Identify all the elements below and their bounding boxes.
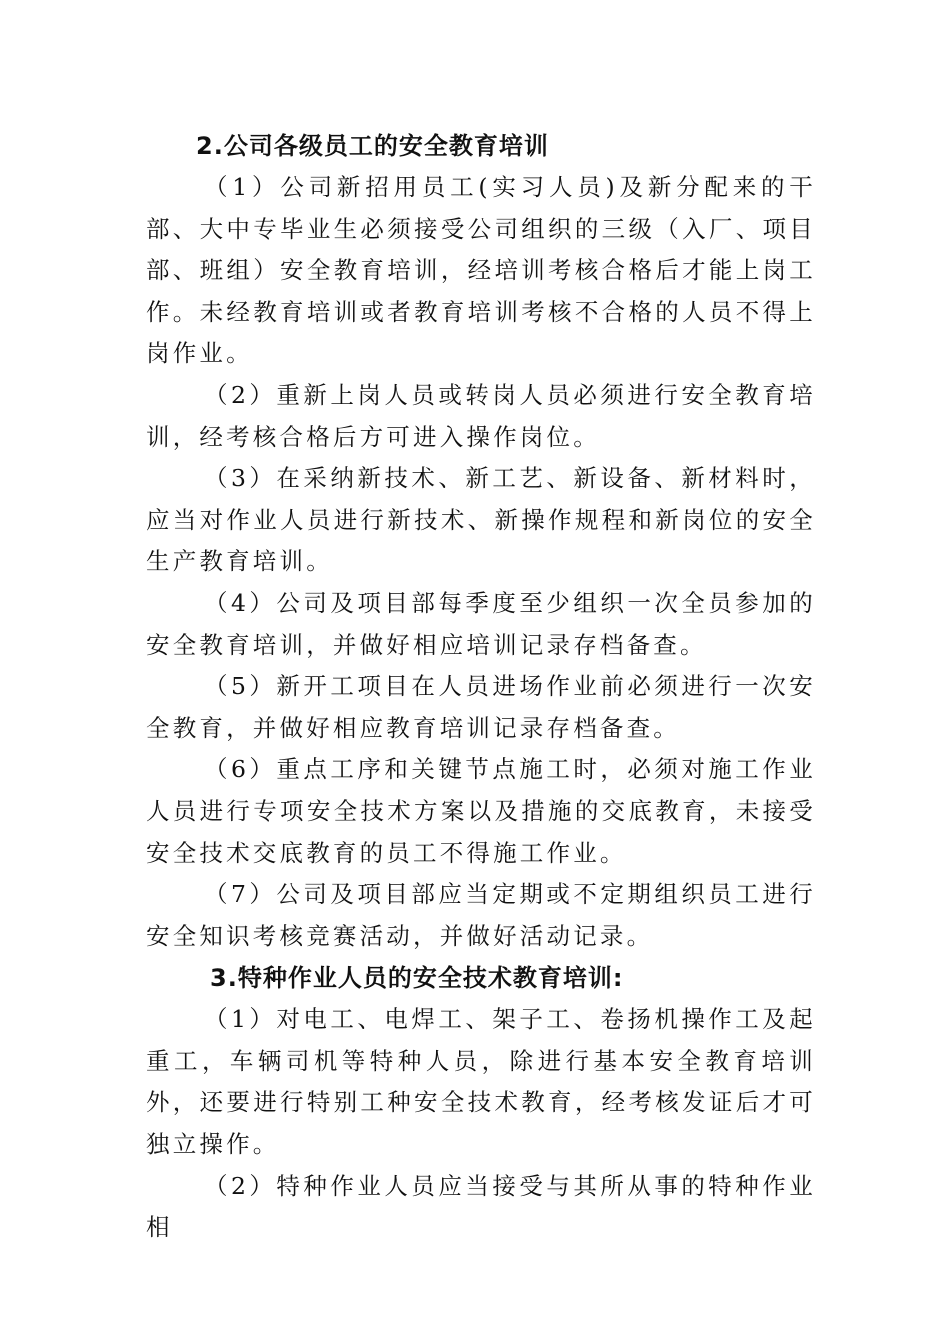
section-2-paragraph-1: （1）公司新招用员工(实习人员)及新分配来的干部、大中专毕业生必须接受公司组织的三级（入厂、项目部、班组）安全教育培训，经培训考核合格后才能上岗工作。未经教育培训或者教育培训考核不合格的人员不得上岗作业。 — [146, 173, 816, 368]
section-2-heading: 2.公司各级员工的安全教育培训 — [196, 132, 549, 160]
section-3-paragraph-2: （2）特种作业人员应当接受与其所从事的特种作业相 — [146, 1171, 816, 1242]
section-3-paragraph-1: （1）对电工、电焊工、架子工、卷扬机操作工及起重工，车辆司机等特种人员，除进行基本安全教育培训外，还要进行特别工种安全技术教育，经考核发证后才可独立操作。 — [146, 1005, 816, 1159]
document-body — [146, 125, 816, 1249]
section-2-paragraph-7: （7）公司及项目部应当定期或不定期组织员工进行安全知识考核竞赛活动，并做好活动记录。 — [146, 880, 816, 950]
section-2-paragraph-2: （2）重新上岗人员或转岗人员必须进行安全教育培训，经考核合格后方可进入操作岗位。 — [146, 380, 816, 451]
section-2-paragraph-6: （6）重点工序和关键节点施工时，必须对施工作业人员进行专项安全技术方案以及措施的交底教育，未接受安全技术交底教育的员工不得施工作业。 — [146, 755, 816, 867]
section-2-paragraph-5: （5）新开工项目在人员进场作业前必须进行一次安全教育，并做好相应教育培训记录存档备查。 — [146, 672, 816, 742]
section-2-paragraph-4: （4）公司及项目部每季度至少组织一次全员参加的安全教育培训，并做好相应培训记录存档备查。 — [146, 588, 816, 659]
section-2-paragraph-3: （3）在采纳新技术、新工艺、新设备、新材料时，应当对作业人员进行新技术、新操作规程和新岗位的安全生产教育培训。 — [146, 464, 816, 576]
section-3-heading: 3.特种作业人员的安全技术教育培训: — [210, 964, 624, 993]
